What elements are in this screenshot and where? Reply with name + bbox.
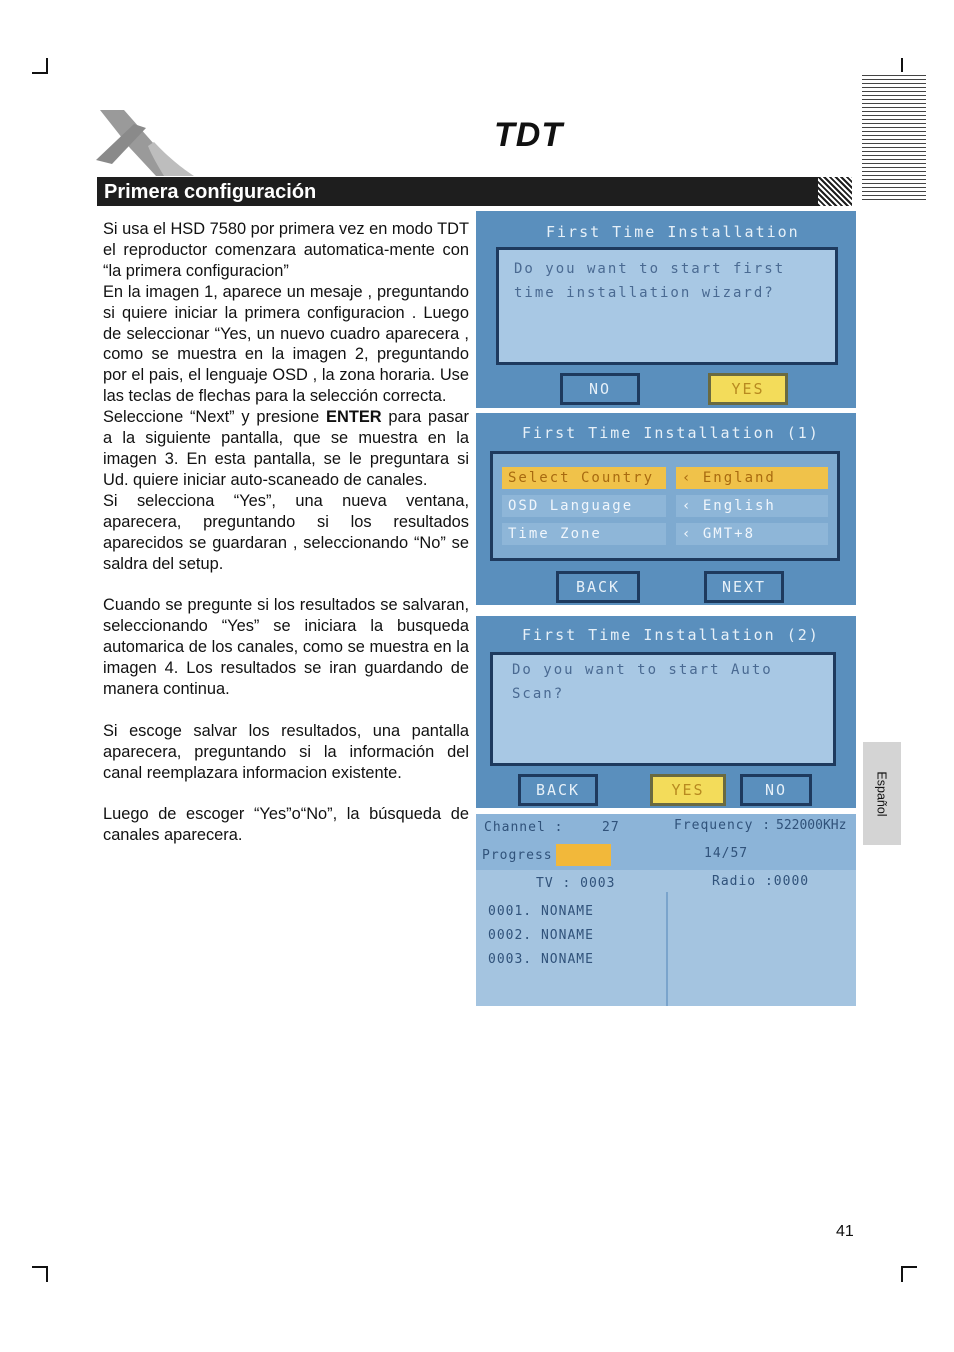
channel-list-item: 0001. NONAME bbox=[488, 904, 594, 919]
progress-fill bbox=[556, 844, 611, 866]
screenshot-installation-step-1 bbox=[476, 413, 856, 605]
progress-count: 14/57 bbox=[704, 846, 749, 861]
back-button[interactable]: BACK bbox=[556, 571, 640, 603]
screenshot-channel-scan bbox=[476, 814, 856, 1006]
yes-button[interactable]: YES bbox=[650, 774, 726, 806]
radio-label: Radio :0000 bbox=[712, 874, 810, 889]
section-header-pattern bbox=[818, 177, 852, 206]
back-button[interactable]: BACK bbox=[518, 774, 598, 806]
country-value[interactable]: ‹ England bbox=[676, 467, 828, 489]
progress-label: Progress bbox=[482, 848, 553, 863]
no-button[interactable]: NO bbox=[560, 373, 640, 405]
radio-count: 0000 bbox=[773, 874, 810, 889]
crop-mark-bottom-left bbox=[32, 1266, 48, 1282]
channel-label: Channel : bbox=[484, 820, 564, 835]
decorative-stripes bbox=[862, 72, 926, 200]
enter-key-text: ENTER bbox=[326, 408, 382, 427]
time-zone-label[interactable]: Time Zone bbox=[502, 523, 666, 545]
osd-language-label[interactable]: OSD Language bbox=[502, 495, 666, 517]
screenshot-installation-step-2 bbox=[476, 616, 856, 808]
frequency-value: 522000KHz bbox=[776, 818, 847, 833]
no-button[interactable]: NO bbox=[740, 774, 812, 806]
body-text bbox=[103, 219, 469, 846]
paragraph: Seleccione “Next” y presione ENTER para pasar a la siguiente pantalla, que se muestra en la imagen 3. En esta pantalla, se le preguntara si Ud. quiere iniciar auto-scaneado de canales. bbox=[103, 408, 469, 489]
screen2-title: First Time Installation (1) bbox=[522, 424, 820, 442]
screen1-question-line1: Do you want to start first bbox=[514, 261, 786, 277]
channel-list-divider bbox=[666, 892, 668, 1006]
screenshot-first-time-installation bbox=[476, 211, 856, 408]
frequency-label: Frequency : bbox=[674, 818, 772, 833]
brand-logo bbox=[94, 106, 194, 178]
language-tab-label: Español bbox=[875, 770, 889, 817]
paragraph: Si usa el HSD 7580 por primera vez en modo TDT el reproductor comenzara automatica-mente con “la primera configuracion” bbox=[103, 220, 469, 280]
screen1-title: First Time Installation bbox=[546, 223, 800, 241]
yes-button[interactable]: YES bbox=[708, 373, 788, 405]
paragraph: Si escoge salvar los resultados, una pantalla aparecera, preguntando si la información del canal reemplazara informacion existente. bbox=[103, 721, 469, 782]
page-title: TDT bbox=[494, 116, 564, 154]
crop-mark-top-left bbox=[32, 58, 48, 74]
paragraph: Cuando se pregunte si los resultados se salvaran, seleccionando “Yes” se iniciara la busqueda automarica de los canales, como se muestra en la imagen 4. Los resultados se iran guardando de manera continua. bbox=[103, 596, 469, 698]
osd-language-value[interactable]: ‹ English bbox=[676, 495, 828, 517]
tv-count: 0003 bbox=[580, 876, 616, 891]
channel-value: 27 bbox=[602, 820, 620, 835]
channel-list-item: 0002. NONAME bbox=[488, 928, 594, 943]
tv-label: TV : 0003 bbox=[536, 876, 616, 891]
page-number: 41 bbox=[836, 1223, 854, 1240]
section-title: Primera configuración bbox=[104, 181, 317, 203]
screen3-question-line2: Scan? bbox=[512, 686, 565, 702]
screen1-question-line2: time installation wizard? bbox=[514, 285, 775, 301]
channel-list-item: 0003. NONAME bbox=[488, 952, 594, 967]
paragraph: Si selecciona “Yes”, una nueva ventana, aparecera, preguntando si los resultados aparecidos se guardaran , seleccionando “No” se saldra del setup. bbox=[103, 491, 469, 573]
time-zone-value[interactable]: ‹ GMT+8 bbox=[676, 523, 828, 545]
crop-mark-bottom-right bbox=[901, 1266, 917, 1282]
screen3-title: First Time Installation (2) bbox=[522, 626, 820, 644]
screen3-question-line1: Do you want to start Auto bbox=[512, 662, 773, 678]
paragraph: En la imagen 1, aparece un mesaje , preguntando si quiere iniciar la primera configuracion . Luego de seleccionar “Yes, un nuevo cuadro aparecera , como se muestra en la imagen 2, preguntando por el pais, el lenguaje OSD , la zona horaria. Use las teclas de flechas para la selección correcta. bbox=[103, 282, 469, 406]
paragraph: Luego de escoger “Yes”o“No”, la búsqueda de canales aparecera. bbox=[103, 805, 469, 845]
next-button[interactable]: NEXT bbox=[704, 571, 784, 603]
select-country-label[interactable]: Select Country bbox=[502, 467, 666, 489]
